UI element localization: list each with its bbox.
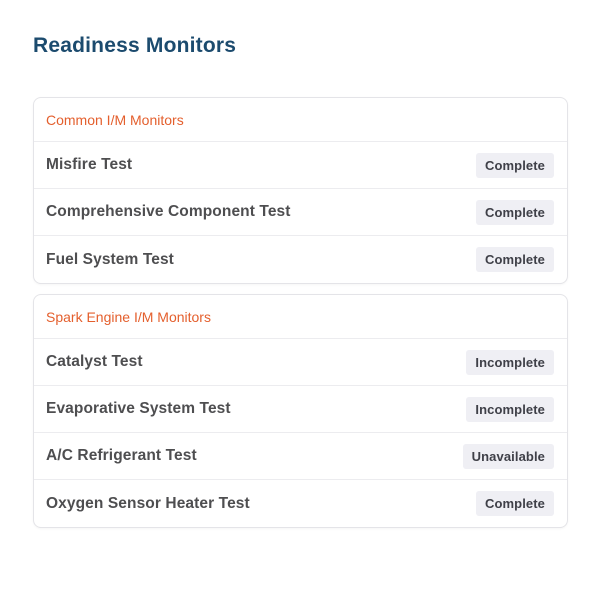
monitor-label: Catalyst Test — [46, 353, 143, 370]
status-badge: Incomplete — [466, 397, 554, 422]
monitor-row-ac-refrigerant — [34, 433, 567, 480]
status-badge: Complete — [476, 491, 554, 516]
monitor-label: Misfire Test — [46, 156, 133, 173]
status-badge: Complete — [476, 247, 554, 272]
section-header-common-im: Common I/M Monitors — [34, 98, 567, 142]
monitor-label: A/C Refrigerant Test — [46, 447, 197, 464]
monitor-row-comprehensive-component — [34, 189, 567, 236]
monitor-row-misfire — [34, 142, 567, 189]
monitor-row-oxygen-sensor-heater — [34, 480, 567, 527]
monitor-row-evaporative-system — [34, 386, 567, 433]
monitor-row-fuel-system — [34, 236, 567, 283]
status-badge: Unavailable — [463, 444, 554, 469]
status-badge: Complete — [476, 153, 554, 178]
status-badge: Incomplete — [466, 350, 554, 375]
spark-engine-im-monitors-card — [33, 294, 568, 528]
section-header-spark-engine: Spark Engine I/M Monitors — [34, 295, 567, 339]
status-badge: Complete — [476, 200, 554, 225]
common-im-monitors-card — [33, 97, 568, 284]
monitor-label: Oxygen Sensor Heater Test — [46, 494, 250, 512]
monitor-label: Evaporative System Test — [46, 400, 231, 417]
page-title: Readiness Monitors — [33, 34, 237, 57]
monitor-row-catalyst — [34, 339, 567, 386]
monitor-label: Fuel System Test — [46, 250, 174, 268]
monitor-label: Comprehensive Component Test — [46, 203, 291, 220]
